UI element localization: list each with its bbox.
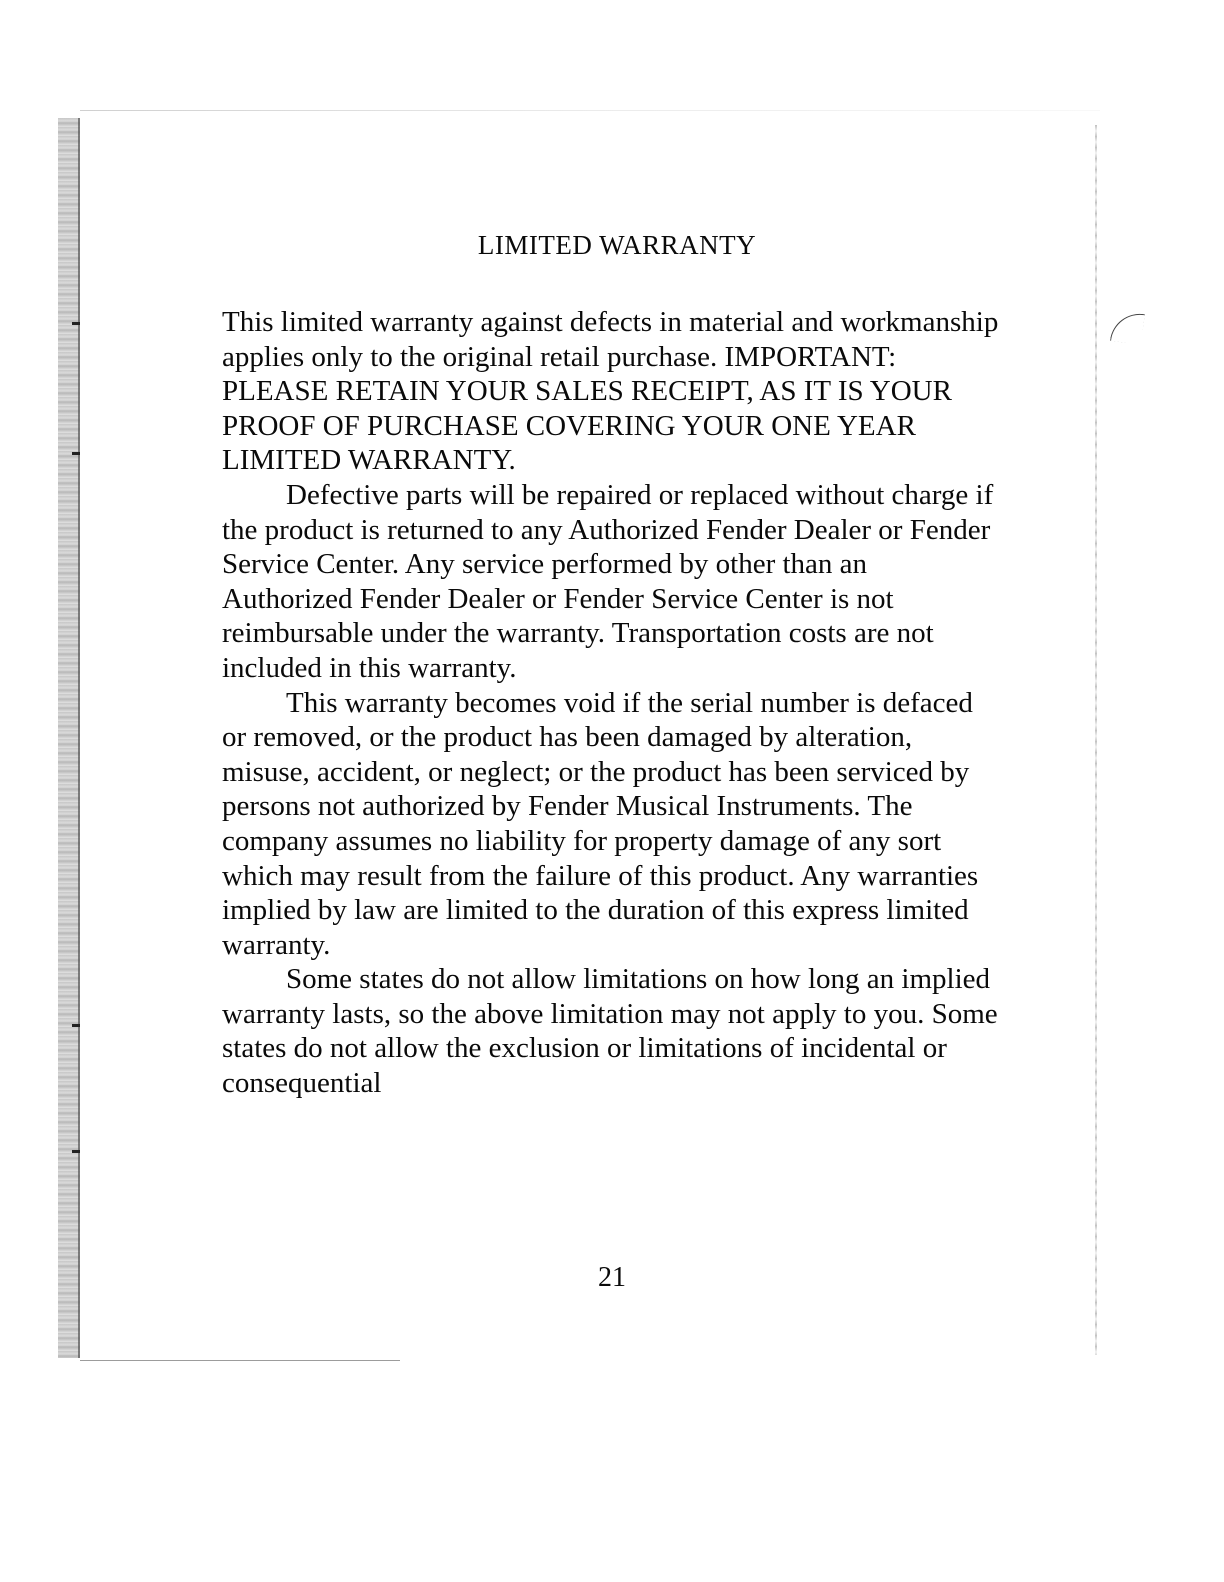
page-top-edge [80,110,1100,111]
binding-tick [72,1150,80,1153]
binding-tick [72,1024,80,1027]
binding-shadow [58,118,80,1358]
paragraph-state-limitations: Some states do not allow limitations on how long an implied warranty lasts, so the above limitation may not apply to you. Some states do not allow the exclusion or limitations of incidental or consequential [222,963,998,1100]
warranty-body [222,305,1002,1101]
pen-mark [1110,310,1145,345]
binding-tick [72,322,80,325]
binding-edge [78,118,80,1358]
page-title: LIMITED WARRANTY [477,230,757,260]
page-number: 21 [598,1262,626,1293]
intro-text: This limited warranty against defects in material and workmanship applies only to the original retail purchase. [222,306,999,373]
page-bottom-edge [80,1360,400,1361]
paragraph-intro [222,305,1002,478]
important-notice: IMPORTANT: PLEASE RETAIN YOUR SALES RECEIPT, AS IT IS YOUR PROOF OF PURCHASE COVERING YOUR ONE YEAR LIMITED WARRANTY. [222,340,952,477]
document-page [222,230,1002,1101]
binding-tick [72,452,80,455]
paragraph-repairs: Defective parts will be repaired or replaced without charge if the product is returned to any Authorized Fender Dealer or Fender Service Center. Any service performed by other than an Authorized Fender Dealer or Fender Service Center is not reimbursable under the warranty. Transportation costs are not included in this warranty. [222,478,994,684]
page-right-edge [1095,125,1097,1355]
paragraph-void-conditions: This warranty becomes void if the serial number is defaced or removed, or the product has been damaged by alteration, misuse, accident, or neglect; or the product has been serviced by persons not authorized by Fender Musical Instruments. The company assumes no liability for property damage of any sort which may result from the failure of this product. Any warranties implied by law are limited to the duration of this express limited warranty. [222,686,979,961]
